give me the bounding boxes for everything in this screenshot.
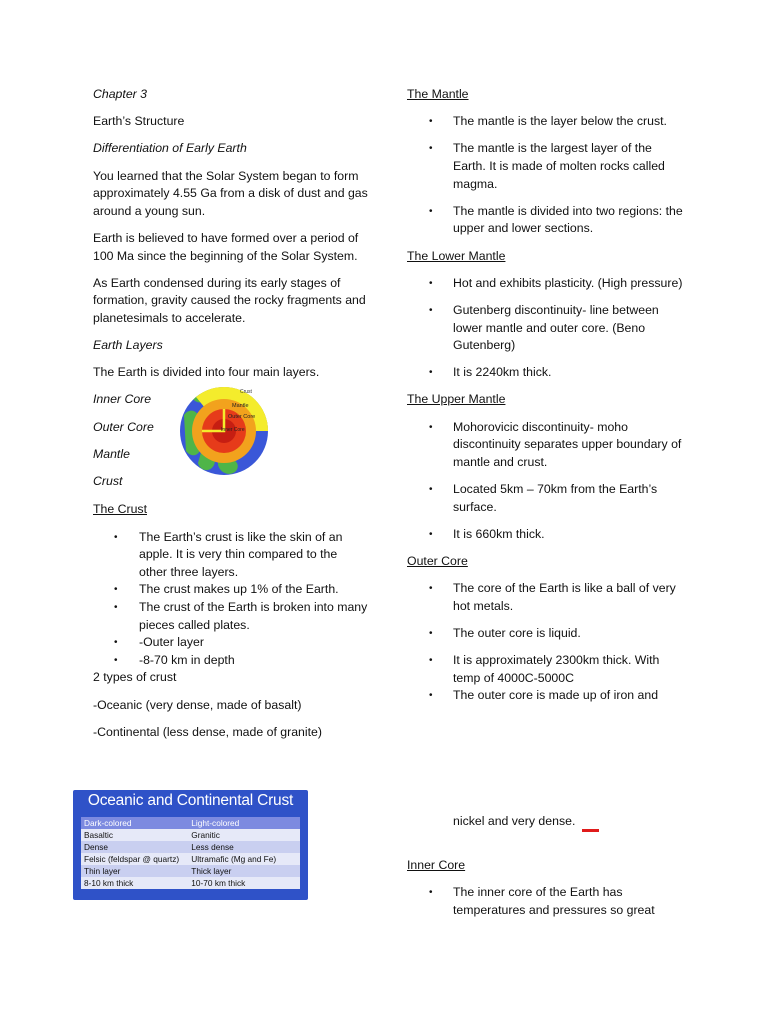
layers-intro: The Earth is divided into four main layers. — [93, 365, 320, 380]
structure-title: Earth’s Structure — [93, 114, 185, 129]
figure-label-outer-core: Outer Core — [228, 414, 256, 421]
left-column — [93, 86, 368, 751]
outer-core-continued: nickel and very dense. — [453, 814, 576, 828]
list-item: • Mohorovicic discontinuity- moho discontinuity separates upper boundary of mantle and crust. — [407, 419, 687, 472]
list-item: • The mantle is the layer below the crust. — [407, 113, 687, 131]
layer-outer-core: Outer Core — [93, 419, 154, 434]
crust-heading: The Crust — [93, 502, 147, 517]
table-cell: Thick layer — [188, 865, 300, 877]
table-cell: 8-10 km thick — [81, 877, 188, 889]
list-item: • Hot and exhibits plasticity. (High pressure) — [407, 275, 687, 293]
table-row — [81, 877, 300, 889]
table-cell: Ultramafic (Mg and Fe) — [188, 853, 300, 865]
red-underline-mark — [582, 829, 599, 832]
table-row — [81, 841, 300, 853]
table-row — [81, 865, 300, 877]
list-item: • The crust makes up 1% of the Earth. — [93, 581, 368, 599]
table-cell: Granitic — [188, 829, 300, 841]
right-column — [407, 86, 687, 705]
table-grid — [81, 817, 300, 889]
continental-line: -Continental (less dense, made of granite) — [93, 724, 322, 739]
list-item: • The inner core of the Earth has temperatures and pressures so great — [407, 884, 687, 919]
types-of-crust-title: 2 types of crust — [93, 670, 177, 685]
earth-layers-figure — [178, 385, 276, 477]
table-cell: Basaltic — [81, 829, 188, 841]
table-header: Light-colored — [188, 817, 300, 829]
list-item: • The mantle is divided into two regions: the upper and lower sections. — [407, 203, 687, 238]
list-item: • Gutenberg discontinuity- line between lower mantle and outer core. (Beno Gutenberg) — [407, 302, 687, 355]
list-item: • It is 660km thick. — [407, 526, 687, 544]
oceanic-line: -Oceanic (very dense, made of basalt) — [93, 697, 302, 712]
table-header-row — [81, 817, 300, 829]
list-item: • -8-70 km in depth — [93, 652, 368, 670]
table-row — [81, 829, 300, 841]
upper-mantle-bullet-list — [407, 419, 687, 544]
table-cell: Felsic (feldspar @ quartz) — [81, 853, 188, 865]
lower-mantle-heading: The Lower Mantle — [407, 248, 506, 263]
list-item: • It is 2240km thick. — [407, 364, 687, 382]
list-item: • The crust of the Earth is broken into many pieces called plates. — [93, 599, 368, 634]
table-title: Oceanic and Continental Crust — [87, 792, 294, 809]
paragraph-condensed: As Earth condensed during its early stages of formation, gravity caused the rocky fragments and planetesimals to accelerate. — [93, 275, 366, 325]
list-item: • The outer core is made up of iron and — [407, 687, 687, 705]
table-header: Dark-colored — [81, 817, 188, 829]
list-item: • The Earth’s crust is like the skin of an apple. It is very thin compared to the other three layers. — [93, 529, 368, 582]
chapter-label: Chapter 3 — [93, 87, 148, 101]
table-cell: Dense — [81, 841, 188, 853]
layer-crust: Crust — [93, 474, 123, 489]
list-item: • The mantle is the largest layer of the Earth. It is made of molten rocks called magma. — [407, 140, 687, 193]
mantle-heading: The Mantle — [407, 87, 469, 101]
layer-mantle: Mantle — [93, 446, 130, 461]
layers-list — [93, 391, 368, 501]
lower-mantle-bullet-list — [407, 275, 687, 382]
layer-inner-core: Inner Core — [93, 392, 152, 407]
figure-label-inner-core: Inner Core — [221, 427, 245, 434]
table-cell: 10-70 km thick — [188, 877, 300, 889]
differentiation-title: Differentiation of Early Earth — [93, 141, 247, 156]
mantle-bullet-list — [407, 113, 687, 238]
crust-comparison-table — [73, 790, 308, 900]
inner-core-section — [407, 857, 687, 919]
outer-core-heading: Outer Core — [407, 554, 468, 568]
table-cell: Less dense — [188, 841, 300, 853]
inner-core-heading: Inner Core — [407, 858, 466, 872]
list-item: • Located 5km – 70km from the Earth’s surface. — [407, 481, 687, 516]
paragraph-solar-system: You learned that the Solar System began to form approximately 4.55 Ga from a disk of dust and gas around a young sun. — [93, 168, 368, 218]
table-row — [81, 853, 300, 865]
paragraph-earth-formed: Earth is believed to have formed over a period of 100 Ma since the beginning of the Solar System. — [93, 230, 359, 263]
list-item: • The outer core is liquid. — [407, 625, 687, 643]
earth-layers-title: Earth Layers — [93, 338, 163, 353]
crust-bullet-list — [93, 529, 368, 670]
list-item: • The core of the Earth is like a ball of very hot metals. — [407, 580, 687, 615]
outer-core-bullet-list — [407, 580, 687, 705]
table-cell: Thin layer — [81, 865, 188, 877]
inner-core-bullet-list — [407, 884, 687, 919]
upper-mantle-heading: The Upper Mantle — [407, 392, 506, 407]
figure-label-mantle: Mantle — [232, 403, 249, 410]
figure-label-crust: Crust — [240, 389, 252, 396]
list-item: • It is approximately 2300km thick. With temp of 4000C-5000C — [407, 652, 687, 687]
list-item: • -Outer layer — [93, 634, 368, 652]
